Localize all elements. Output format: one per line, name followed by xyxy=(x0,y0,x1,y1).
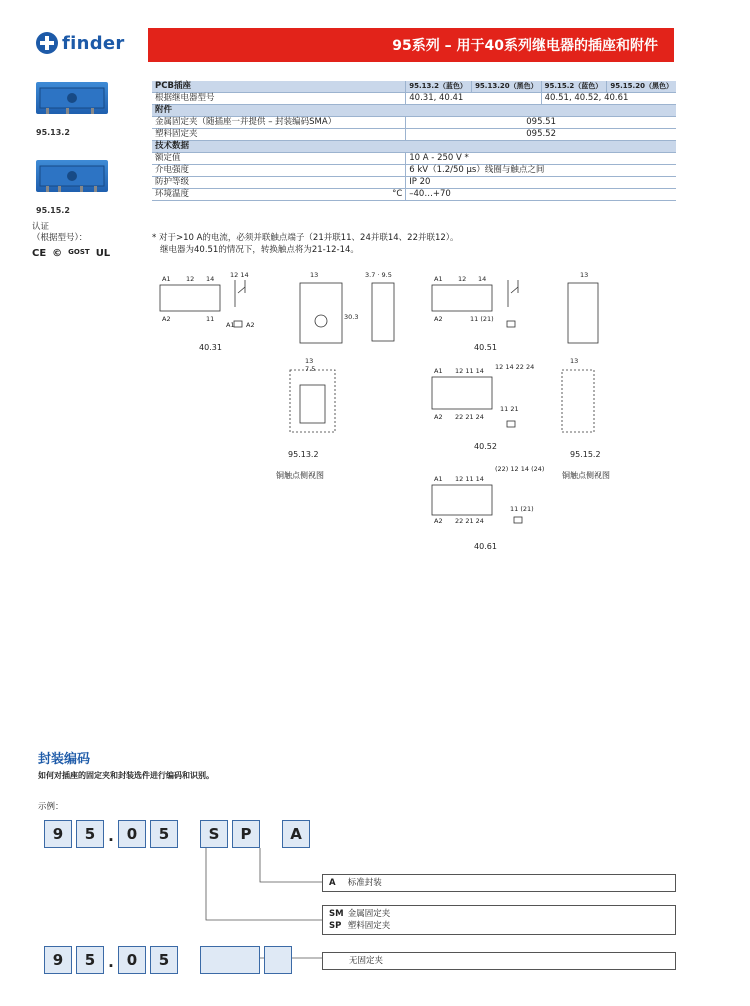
table-row xyxy=(152,165,676,177)
relay-right: 40.51, 40.52, 40.61 xyxy=(541,93,676,105)
footnote-line-2: 继电器为40.51的情况下，转换触点将为21-12-14。 xyxy=(160,245,359,255)
socket-icon xyxy=(36,82,108,114)
label-4051: 40.51 xyxy=(474,343,497,352)
certification-marks xyxy=(32,248,110,259)
option-a-code: A xyxy=(329,878,336,888)
option-a xyxy=(322,874,676,892)
code-empty-1 xyxy=(200,946,260,974)
code-digit: 9 xyxy=(44,946,72,974)
svg-text:A1: A1 xyxy=(434,275,443,283)
code-row-2 xyxy=(44,946,292,974)
coding-example-label: 示例： xyxy=(38,802,64,812)
plastic-clip-value: 095.52 xyxy=(406,129,676,141)
relay-left: 40.31, 40.41 xyxy=(406,93,541,105)
code-digit: 5 xyxy=(150,946,178,974)
coding-subtitle: 如何对插座的固定夹和封装选件进行编码和识别。 xyxy=(38,771,214,780)
svg-text:12: 12 xyxy=(458,275,467,283)
code-digit: 5 xyxy=(76,820,104,848)
gost-mark-icon: GOST xyxy=(68,248,90,256)
table-row xyxy=(152,117,676,129)
svg-text:A1: A1 xyxy=(434,475,443,483)
ul-mark-icon: UL xyxy=(95,248,111,259)
svg-text:30.3: 30.3 xyxy=(344,313,359,321)
table-row xyxy=(152,129,676,141)
dielectric-label: 介电强度 xyxy=(152,165,374,177)
table-row xyxy=(152,141,676,153)
option-a-text: 标准封装 xyxy=(347,878,382,888)
svg-text:3.7 · 9.5: 3.7 · 9.5 xyxy=(365,271,392,279)
svg-text:11: 11 xyxy=(206,315,215,323)
ambient-value: –40…+70 xyxy=(406,189,676,201)
svg-text:22 21 24: 22 21 24 xyxy=(455,413,484,421)
svg-text:(22) 12 14 (24): (22) 12 14 (24) xyxy=(495,465,545,473)
product-image-95132 xyxy=(36,82,108,114)
svg-text:A1: A1 xyxy=(226,321,235,329)
code-row-1 xyxy=(44,820,310,848)
svg-text:12: 12 xyxy=(186,275,195,283)
svg-text:12 11 14: 12 11 14 xyxy=(455,475,484,483)
model-95132: 95.13.2（蓝色） xyxy=(406,81,472,93)
copper-view-left: 铜触点侧视图 xyxy=(276,471,324,480)
option-none-text: 无固定夹 xyxy=(349,956,384,966)
svg-text:12 14 22 24: 12 14 22 24 xyxy=(495,363,535,371)
code-dot: . xyxy=(108,953,114,971)
code-digit: 0 xyxy=(118,946,146,974)
table-row xyxy=(152,189,676,201)
ce-mark-icon: CE xyxy=(32,248,47,259)
spec-table xyxy=(152,81,676,201)
page-title: 95系列 – 用于40系列继电器的插座和附件 xyxy=(392,38,658,54)
certification-label xyxy=(32,222,87,244)
model-951320: 95.13.20（黑色） xyxy=(472,81,542,93)
table-row xyxy=(152,105,676,117)
option-none xyxy=(322,952,676,970)
coding-title: 封装编码 xyxy=(38,752,91,767)
option-sm-sp xyxy=(322,905,676,935)
svg-text:A2: A2 xyxy=(162,315,171,323)
option-sm-code: SM xyxy=(329,909,344,919)
rated-value: 10 A - 250 V * xyxy=(406,153,676,165)
rated-label: 额定值 xyxy=(152,153,374,165)
diagrams-area xyxy=(150,265,600,555)
svg-text:11 (21): 11 (21) xyxy=(470,315,494,323)
socket-icon xyxy=(36,160,108,192)
code-empty-2 xyxy=(264,946,292,974)
socket-95132-front xyxy=(300,283,342,343)
svg-text:A2: A2 xyxy=(434,517,443,525)
label-4061: 40.61 xyxy=(474,542,497,551)
svg-text:12 11 14: 12 11 14 xyxy=(455,367,484,375)
svg-text:A1: A1 xyxy=(434,367,443,375)
code-letter: A xyxy=(282,820,310,848)
svg-text:11 (21): 11 (21) xyxy=(510,505,534,513)
table-row xyxy=(152,177,676,189)
product-code-95152: 95.15.2 xyxy=(36,206,70,215)
svg-text:A2: A2 xyxy=(434,413,443,421)
relay-label: 根据继电器型号 xyxy=(152,93,374,105)
svg-text:A2: A2 xyxy=(246,321,255,329)
footnote-line-1: * 对于>10 A的电流，必须并联触点端子（21并联11、24并联14、22并联12）。 xyxy=(152,233,459,243)
svg-text:A2: A2 xyxy=(434,315,443,323)
relay-4031-outline xyxy=(160,285,220,311)
label-95152: 95.15.2 xyxy=(570,450,601,459)
svg-text:11 21: 11 21 xyxy=(500,405,519,413)
svg-text:13: 13 xyxy=(305,357,314,365)
table-row xyxy=(152,93,676,105)
svg-text:12 14: 12 14 xyxy=(230,271,249,279)
metal-clip-value: 095.51 xyxy=(406,117,676,129)
pcb-label: PCB插座 xyxy=(152,81,374,93)
code-letter: P xyxy=(232,820,260,848)
svg-text:22 21 24: 22 21 24 xyxy=(455,517,484,525)
code-digit: 9 xyxy=(44,820,72,848)
option-sp-text: 塑料固定夹 xyxy=(347,921,391,931)
accessories-label: 附件 xyxy=(152,105,676,117)
table-row xyxy=(152,81,676,93)
svg-text:13: 13 xyxy=(570,357,579,365)
finder-logo-icon xyxy=(36,32,58,54)
label-4052: 40.52 xyxy=(474,442,497,451)
plastic-clip-label: 塑料固定夹 xyxy=(152,129,374,141)
ambient-label: 环境温度 xyxy=(152,189,374,201)
svg-text:7.5: 7.5 xyxy=(305,365,316,373)
product-image-95152 xyxy=(36,160,108,192)
table-row xyxy=(152,153,676,165)
brand-name: finder xyxy=(62,32,125,54)
label-95132: 95.13.2 xyxy=(288,450,319,459)
code-digit: 5 xyxy=(150,820,178,848)
footnote xyxy=(152,232,459,256)
copper-view-right: 铜触点侧视图 xyxy=(562,471,610,480)
svg-text:13: 13 xyxy=(310,271,319,279)
page-title-bar xyxy=(148,28,674,62)
svg-text:13: 13 xyxy=(580,271,589,279)
model-951520: 95.15.20（黑色） xyxy=(607,81,676,93)
metal-clip-label: 金属固定夹（随插座一并提供 – 封装编码SMA） xyxy=(152,117,374,129)
dielectric-value: 6 kV（1.2/50 μs）线圈与触点之间 xyxy=(406,165,676,177)
protection-value: IP 20 xyxy=(406,177,676,189)
cert-line-1: 认证 xyxy=(32,222,50,232)
ambient-unit: °C xyxy=(374,189,406,201)
option-sp-code: SP xyxy=(329,921,342,931)
code-letter: S xyxy=(200,820,228,848)
cert-line-2: （根据型号）： xyxy=(32,233,88,243)
svg-text:14: 14 xyxy=(206,275,215,283)
code-dot: . xyxy=(108,827,114,845)
tech-label: 技术数据 xyxy=(152,141,676,153)
finder-logo xyxy=(36,32,125,54)
code-digit: 0 xyxy=(118,820,146,848)
product-code-95132: 95.13.2 xyxy=(36,128,70,137)
svg-text:14: 14 xyxy=(478,275,487,283)
protection-label: 防护等级 xyxy=(152,177,374,189)
option-sm-text: 金属固定夹 xyxy=(347,909,391,919)
c-mark-icon: © xyxy=(52,248,63,259)
model-95152: 95.15.2（蓝色） xyxy=(541,81,607,93)
label-4031: 40.31 xyxy=(199,343,222,352)
code-digit: 5 xyxy=(76,946,104,974)
svg-text:A1: A1 xyxy=(162,275,171,283)
